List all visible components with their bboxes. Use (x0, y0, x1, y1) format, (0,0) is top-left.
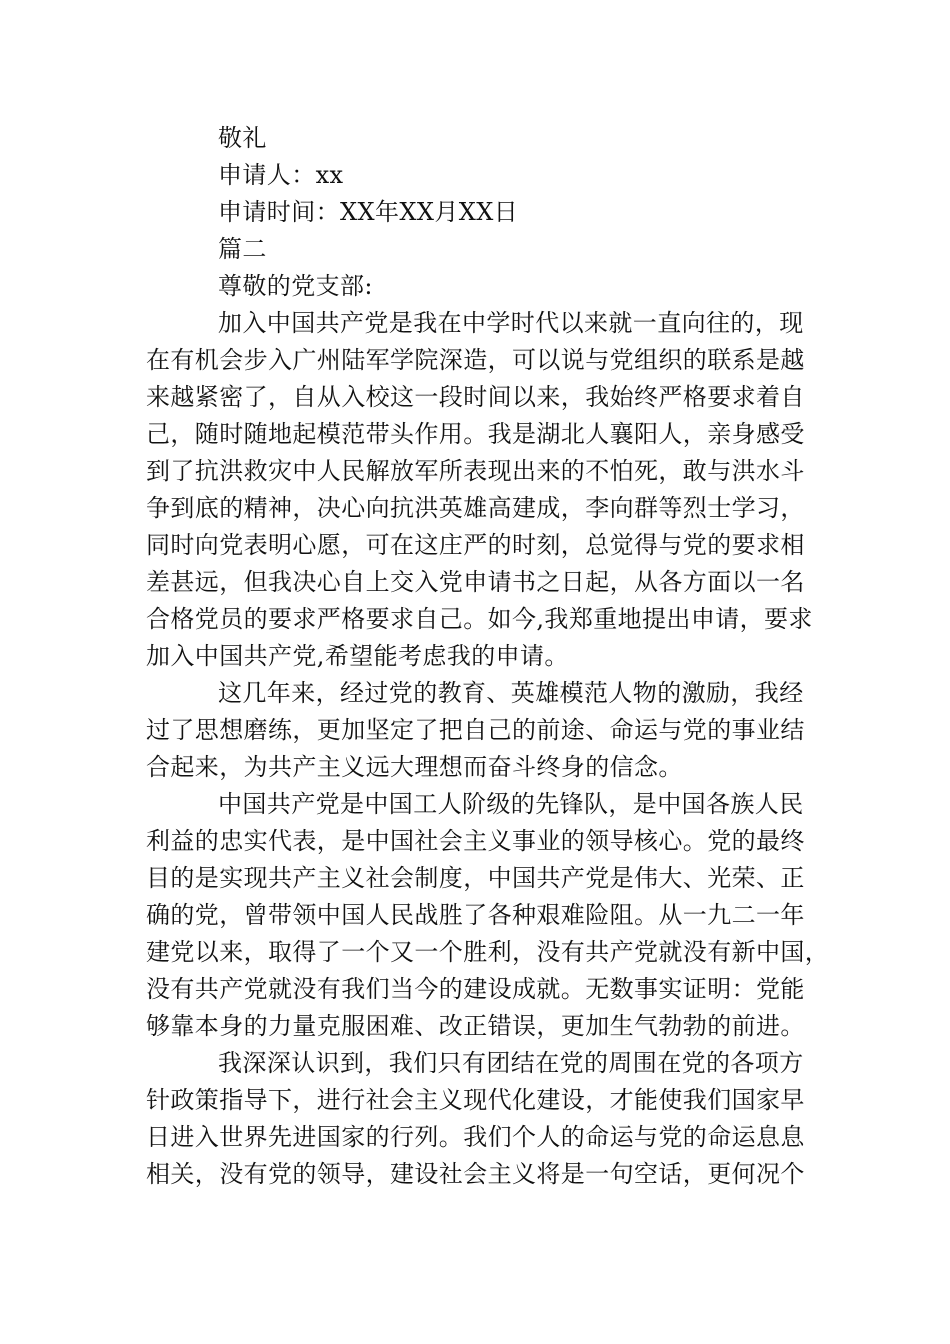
paragraph-line: 加入中国共产党,希望能考虑我的申请。 (146, 642, 569, 670)
paragraph-line: 在有机会步入广州陆军学院深造，可以说与党组织的联系是越 (146, 346, 805, 374)
paragraph-line: 针政策指导下，进行社会主义现代化建设，才能使我们国家早 (146, 1086, 805, 1114)
paragraph-line: 到了抗洪救灾中人民解放军所表现出来的不怕死，敢与洪水斗 (146, 457, 805, 485)
paragraph-line: 同时向党表明心愿，可在这庄严的时刻，总觉得与党的要求相 (146, 531, 805, 559)
paragraph-line: 合格党员的要求严格要求自己。如今,我郑重地提出申请，要求 (146, 605, 813, 633)
paragraph-line: 日进入世界先进国家的行列。我们个人的命运与党的命运息息 (146, 1123, 805, 1151)
paragraph-line: 争到底的精神，决心向抗洪英雄高建成，李向群等烈士学习， (146, 494, 805, 522)
paragraph-line: 加入中国共产党是我在中学时代以来就一直向往的，现 (218, 309, 804, 337)
paragraph-line: 建党以来，取得了一个又一个胜利，没有共产党就没有新中国， (146, 938, 830, 966)
closing-line: 敬礼 (218, 124, 267, 152)
paragraph-line: 己，随时随地起模范带头作用。我是湖北人襄阳人，亲身感受 (146, 420, 805, 448)
paragraph-line: 目的是实现共产主义社会制度，中国共产党是伟大、光荣、正 (146, 864, 805, 892)
salutation-line: 尊敬的党支部: (218, 272, 373, 300)
paragraph-line: 过了思想磨练，更加坚定了把自己的前途、命运与党的事业结 (146, 716, 805, 744)
paragraph-line: 差甚远，但我决心自上交入党申请书之日起，从各方面以一名 (146, 568, 805, 596)
paragraph-line: 没有共产党就没有我们当今的建设成就。无数事实证明：党能 (146, 975, 805, 1003)
paragraph-line: 中国共产党是中国工人阶级的先锋队，是中国各族人民 (218, 790, 804, 818)
paragraph-line: 够靠本身的力量克服困难、改正错误，更加生气勃勃的前进。 (146, 1012, 805, 1040)
date-line: 申请时间：XX年XX月XX日 (218, 198, 519, 226)
paragraph-line: 合起来，为共产主义远大理想而奋斗终身的信念。 (146, 753, 683, 781)
section-heading: 篇二 (218, 235, 267, 263)
paragraph-line: 这几年来，经过党的教育、英雄模范人物的激励，我经 (218, 679, 804, 707)
applicant-line: 申请人：xx (218, 161, 344, 189)
paragraph-line: 利益的忠实代表，是中国社会主义事业的领导核心。党的最终 (146, 827, 805, 855)
paragraph-line: 我深深认识到，我们只有团结在党的周围在党的各项方 (218, 1049, 804, 1077)
paragraph-line: 确的党，曾带领中国人民战胜了各种艰难险阻。从一九二一年 (146, 901, 805, 929)
paragraph-line: 相关，没有党的领导，建设社会主义将是一句空话，更何况个 (146, 1160, 805, 1188)
paragraph-line: 来越紧密了，自从入校这一段时间以来，我始终严格要求着自 (146, 383, 805, 411)
